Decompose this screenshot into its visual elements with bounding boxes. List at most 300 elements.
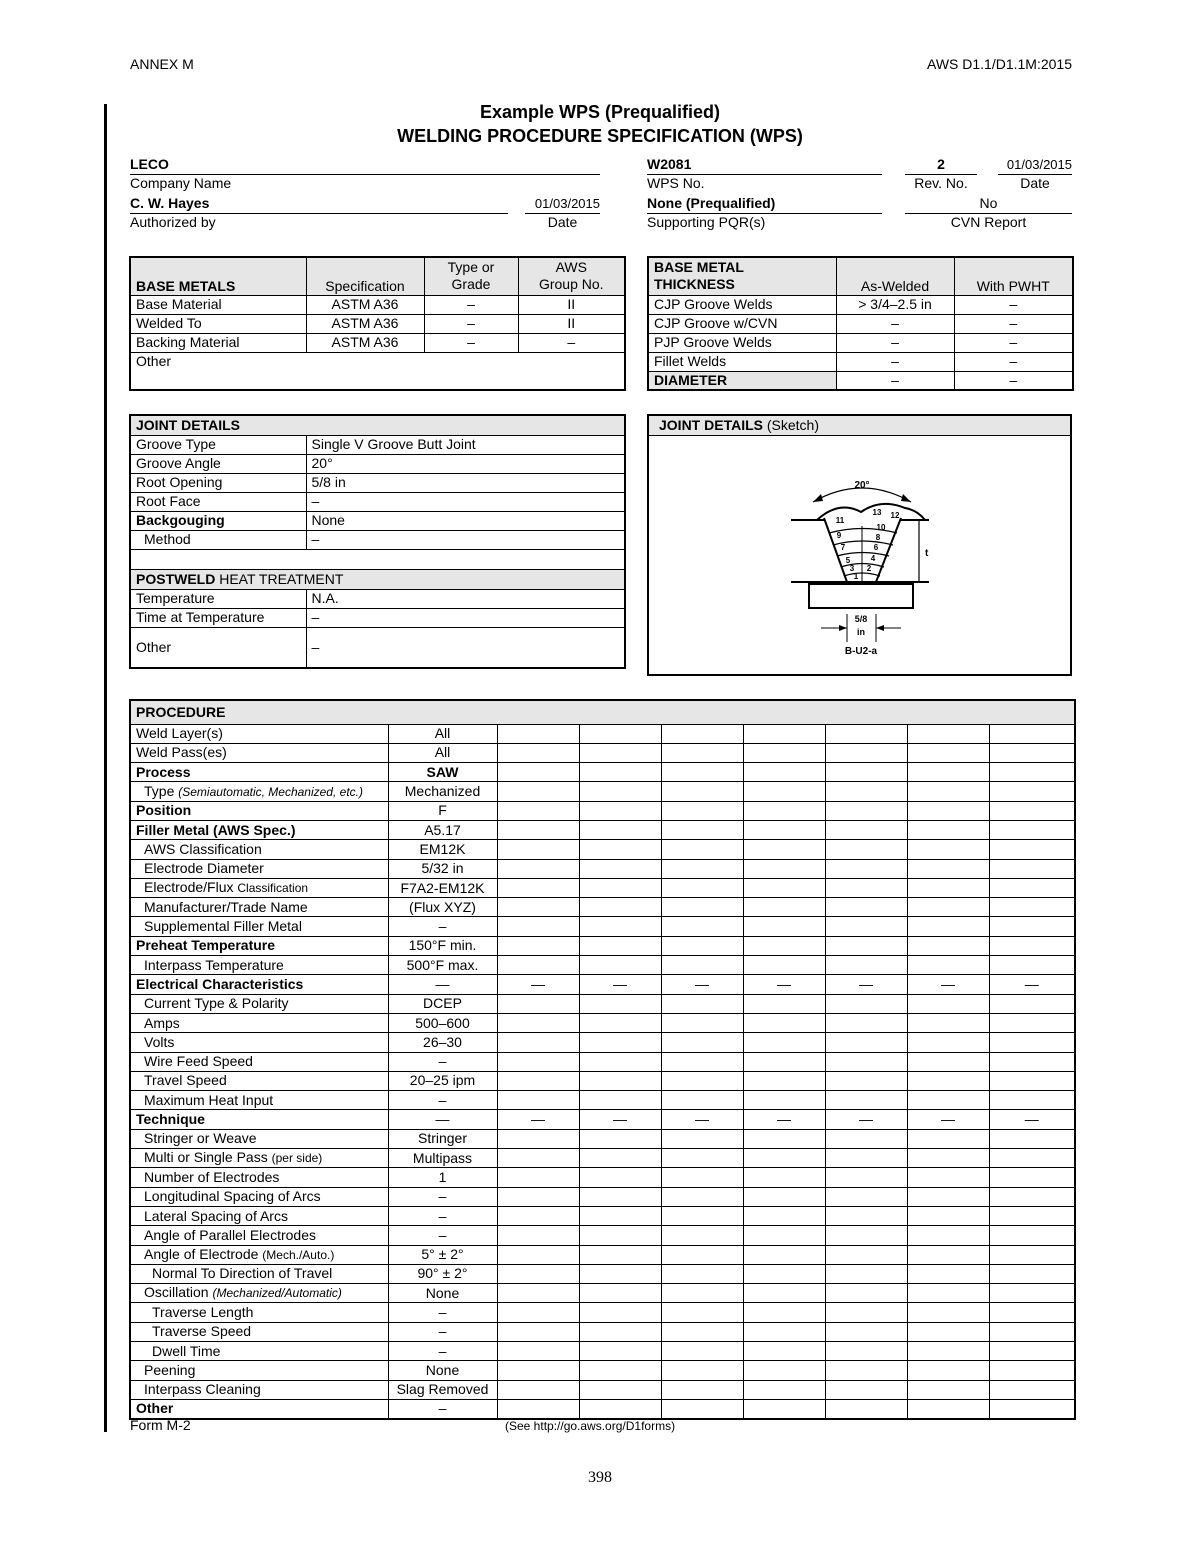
standard-label: AWS D1.1/D1.1M:2015 [927,56,1072,72]
table-row: Other [130,352,625,390]
procedure-empty-cell [989,1264,1075,1283]
procedure-empty-cell [743,1361,825,1380]
procedure-empty-cell [579,1033,661,1052]
joint-sketch-title: JOINT DETAILS (Sketch) [649,416,1070,436]
procedure-empty-cell [579,1071,661,1090]
procedure-value: – [388,1187,497,1206]
procedure-empty-cell [497,1168,579,1187]
procedure-empty-cell [743,1322,825,1341]
procedure-empty-cell [825,1033,907,1052]
table-row: Groove Type Single V Groove Butt Joint [130,435,625,454]
procedure-empty-cell [825,1322,907,1341]
rev-date-label: Date [1020,175,1050,191]
procedure-row: Filler Metal (AWS Spec.) A5.17 [130,820,1075,839]
procedure-empty-cell [661,1245,743,1264]
joint-details-table [129,414,626,669]
procedure-empty-cell [907,936,989,955]
table-row: Groove Angle 20° [130,454,625,473]
procedure-table [129,699,1076,1420]
table-row: Backing Material ASTM A36 – – [130,333,625,352]
procedure-empty-cell [989,1091,1075,1110]
procedure-row: Electrical Characteristics — — — — — — — — [130,975,1075,994]
procedure-empty-cell [661,936,743,955]
procedure-empty-cell [497,1264,579,1283]
procedure-empty-cell [989,1342,1075,1361]
procedure-empty-cell [743,840,825,859]
procedure-empty-cell [743,724,825,743]
procedure-row: Wire Feed Speed – [130,1052,1075,1071]
procedure-empty-cell [743,1206,825,1225]
col-as-welded: As-Welded [836,257,954,295]
backing-bar [809,584,913,608]
procedure-row: Process SAW [130,763,1075,782]
procedure-value: – [388,1052,497,1071]
procedure-empty-cell [743,956,825,975]
procedure-row: Travel Speed 20–25 ipm [130,1071,1075,1090]
procedure-value: – [388,1399,497,1418]
procedure-empty-cell [989,1206,1075,1225]
procedure-row: Angle of Electrode (Mech./Auto.) 5° ± 2° [130,1245,1075,1264]
procedure-empty-cell [661,782,743,801]
procedure-empty-cell [743,820,825,839]
procedure-empty-cell [907,1303,989,1322]
procedure-empty-cell [661,801,743,820]
procedure-empty-cell [825,1013,907,1032]
svg-text:9: 9 [836,531,842,540]
cvn-value: No [979,195,998,211]
procedure-empty-cell [825,878,907,897]
procedure-row: Oscillation (Mechanized/Automatic) None [130,1284,1075,1303]
procedure-empty-cell [743,1284,825,1303]
procedure-value: Slag Removed [388,1380,497,1399]
procedure-empty-cell [579,1013,661,1032]
procedure-empty-cell [825,1284,907,1303]
procedure-empty-cell [907,1226,989,1245]
procedure-row: Current Type & Polarity DCEP [130,994,1075,1013]
procedure-value: – [388,1206,497,1225]
page-subtitle: WELDING PROCEDURE SPECIFICATION (WPS) [397,126,803,146]
procedure-empty-cell [743,743,825,762]
procedure-empty-cell [497,898,579,917]
procedure-empty-cell [989,782,1075,801]
wps-number-value: W2081 [647,156,692,172]
procedure-empty-cell [825,994,907,1013]
procedure-empty-cell [497,1361,579,1380]
procedure-value: — [388,975,497,994]
procedure-empty-cell [661,763,743,782]
procedure-row: Maximum Heat Input – [130,1091,1075,1110]
procedure-value: A5.17 [388,820,497,839]
procedure-empty-cell [825,1245,907,1264]
procedure-empty-cell [497,820,579,839]
procedure-value: Mechanized [388,782,497,801]
procedure-empty-cell [497,1187,579,1206]
procedure-empty-cell [743,936,825,955]
procedure-empty-cell [579,1187,661,1206]
procedure-value: F7A2-EM12K [388,878,497,897]
procedure-empty-cell [907,763,989,782]
procedure-empty-cell [907,801,989,820]
procedure-empty-cell: — [661,975,743,994]
procedure-empty-cell [743,1033,825,1052]
procedure-row: Angle of Parallel Electrodes – [130,1226,1075,1245]
procedure-empty-cell [989,936,1075,955]
procedure-empty-cell [989,820,1075,839]
procedure-empty-cell [907,956,989,975]
procedure-row: Weld Pass(es) All [130,743,1075,762]
procedure-empty-cell [497,1284,579,1303]
procedure-value: All [388,743,497,762]
procedure-empty-cell [579,1168,661,1187]
procedure-empty-cell [661,1033,743,1052]
procedure-empty-cell: — [989,975,1075,994]
procedure-empty-cell [497,1342,579,1361]
procedure-empty-cell [579,1380,661,1399]
procedure-empty-cell [497,1129,579,1148]
root-opening-unit: in [857,627,865,637]
procedure-empty-cell [579,1303,661,1322]
procedure-value: – [388,1226,497,1245]
procedure-row: Manufacturer/Trade Name (Flux XYZ) [130,898,1075,917]
procedure-row: Number of Electrodes 1 [130,1168,1075,1187]
svg-text:7: 7 [840,543,846,552]
procedure-empty-cell [989,801,1075,820]
weld-cap [817,504,925,520]
procedure-row: Normal To Direction of Travel 90° ± 2° [130,1264,1075,1283]
procedure-empty-cell [497,1245,579,1264]
procedure-value: — [388,1110,497,1129]
procedure-row: Electrode/Flux Classification F7A2-EM12K [130,878,1075,897]
procedure-empty-cell [907,1206,989,1225]
table-row: Other – [130,627,625,668]
procedure-empty-cell [579,743,661,762]
procedure-empty-cell [907,820,989,839]
procedure-value: (Flux XYZ) [388,898,497,917]
procedure-empty-cell [825,1091,907,1110]
svg-text:3: 3 [849,564,855,573]
procedure-row: Multi or Single Pass (per side) Multipass [130,1149,1075,1168]
procedure-empty-cell [743,763,825,782]
authorized-label: Authorized by [130,214,216,230]
procedure-row: Volts 26–30 [130,1033,1075,1052]
wps-number-label: WPS No. [647,175,705,191]
procedure-row: Longitudinal Spacing of Arcs – [130,1187,1075,1206]
procedure-empty-cell [661,743,743,762]
procedure-empty-cell [907,724,989,743]
procedure-empty-cell [825,840,907,859]
procedure-value: 500–600 [388,1013,497,1032]
pqr-label: Supporting PQR(s) [647,214,766,230]
procedure-empty-cell [497,1226,579,1245]
procedure-row: Stringer or Weave Stringer [130,1129,1075,1148]
procedure-value: 1 [388,1168,497,1187]
procedure-empty-cell [497,917,579,936]
procedure-value: SAW [388,763,497,782]
angle-arrow-right [901,494,911,502]
procedure-empty-cell [743,878,825,897]
procedure-row: Traverse Speed – [130,1322,1075,1341]
procedure-empty-cell [743,1226,825,1245]
procedure-empty-cell [989,1129,1075,1148]
procedure-value: All [388,724,497,743]
procedure-empty-cell [989,917,1075,936]
col-type-grade: Type or Grade [424,257,518,295]
procedure-empty-cell [661,840,743,859]
procedure-empty-cell [989,840,1075,859]
procedure-empty-cell [497,859,579,878]
procedure-empty-cell [743,1245,825,1264]
joint-sketch-panel [647,414,1072,676]
procedure-empty-cell [907,859,989,878]
procedure-value: None [388,1284,497,1303]
thickness-title: BASE METAL THICKNESS [648,257,836,295]
procedure-empty-cell [907,1033,989,1052]
procedure-empty-cell [989,1033,1075,1052]
authorized-value: C. W. Hayes [130,195,210,211]
procedure-empty-cell [989,956,1075,975]
procedure-empty-cell [579,1264,661,1283]
procedure-empty-cell [661,956,743,975]
procedure-empty-cell [907,898,989,917]
procedure-empty-cell [907,1187,989,1206]
procedure-empty-cell [825,1264,907,1283]
procedure-empty-cell [907,1168,989,1187]
procedure-empty-cell [743,859,825,878]
procedure-empty-cell: — [579,975,661,994]
procedure-empty-cell [825,1380,907,1399]
procedure-empty-cell [661,1052,743,1071]
procedure-empty-cell [579,1226,661,1245]
procedure-empty-cell [825,1226,907,1245]
procedure-empty-cell: — [907,975,989,994]
procedure-empty-cell [661,1187,743,1206]
procedure-empty-cell [989,743,1075,762]
procedure-empty-cell [661,1284,743,1303]
procedure-empty-cell [743,1052,825,1071]
procedure-empty-cell [989,1361,1075,1380]
procedure-empty-cell [743,1380,825,1399]
procedure-empty-cell [579,840,661,859]
procedure-value: None [388,1361,497,1380]
svg-text:4: 4 [870,554,876,563]
procedure-empty-cell [579,801,661,820]
procedure-empty-cell [907,1322,989,1341]
procedure-empty-cell [825,782,907,801]
procedure-value: F [388,801,497,820]
procedure-empty-cell [743,917,825,936]
table-row: CJP Groove w/CVN – – [648,314,1073,333]
procedure-empty-cell [989,1245,1075,1264]
col-with-pwht: With PWHT [954,257,1073,295]
procedure-empty-cell [743,1071,825,1090]
procedure-empty-cell [497,1322,579,1341]
procedure-empty-cell [825,801,907,820]
auth-date-label: Date [547,214,578,230]
procedure-empty-cell [743,1013,825,1032]
procedure-empty-cell [497,1052,579,1071]
table-row: Welded To ASTM A36 – II [130,314,625,333]
procedure-empty-cell: — [989,1110,1075,1129]
procedure-empty-cell [825,917,907,936]
procedure-empty-cell [825,1052,907,1071]
procedure-row: Dwell Time – [130,1342,1075,1361]
svg-text:12: 12 [890,511,900,520]
procedure-empty-cell [907,1129,989,1148]
procedure-empty-cell [579,782,661,801]
procedure-empty-cell [907,840,989,859]
procedure-empty-cell [743,1091,825,1110]
thickness-table [647,256,1074,391]
procedure-empty-cell [661,1303,743,1322]
procedure-value: 20–25 ipm [388,1071,497,1090]
procedure-empty-cell [579,1245,661,1264]
procedure-empty-cell [497,956,579,975]
col-specification: Specification [306,257,424,295]
forms-link[interactable]: (See http://go.aws.org/D1forms) [505,1419,676,1433]
procedure-row: Amps 500–600 [130,1013,1075,1032]
procedure-row: Electrode Diameter 5/32 in [130,859,1075,878]
procedure-title: PROCEDURE [130,700,1075,724]
procedure-empty-cell [989,1187,1075,1206]
procedure-empty-cell [825,956,907,975]
base-metals-table [129,256,626,391]
procedure-empty-cell [907,1149,989,1168]
procedure-empty-cell [989,898,1075,917]
angle-label: 20° [854,480,870,491]
joint-designation: B-U2-a [844,646,878,657]
procedure-empty-cell [907,1245,989,1264]
procedure-empty-cell [743,801,825,820]
procedure-empty-cell [825,936,907,955]
procedure-value: – [388,1322,497,1341]
procedure-empty-cell [825,1342,907,1361]
procedure-empty-cell [907,1091,989,1110]
procedure-empty-cell [497,1013,579,1032]
procedure-empty-cell: — [743,1110,825,1129]
procedure-empty-cell [825,859,907,878]
margin-bar [104,104,107,1432]
procedure-empty-cell [579,1399,661,1418]
procedure-row: Technique — — — — — — — — [130,1110,1075,1129]
svg-text:8: 8 [875,533,881,542]
table-row: CJP Groove Welds > 3/4–2.5 in – [648,295,1073,314]
procedure-empty-cell [497,1380,579,1399]
rev-number-value: 2 [937,156,945,172]
table-row: Backgouging None [130,511,625,530]
pwht-title: POSTWELD HEAT TREATMENT [130,569,625,589]
procedure-empty-cell [825,1129,907,1148]
procedure-row: Traverse Length – [130,1303,1075,1322]
procedure-value: 5/32 in [388,859,497,878]
procedure-empty-cell [825,763,907,782]
procedure-empty-cell [661,1342,743,1361]
procedure-empty-cell [661,1361,743,1380]
procedure-empty-cell [989,994,1075,1013]
procedure-value: 150°F min. [388,936,497,955]
table-row: Temperature N.A. [130,589,625,608]
procedure-empty-cell [579,1129,661,1148]
procedure-empty-cell [579,936,661,955]
procedure-row: Other – [130,1399,1075,1418]
procedure-empty-cell [825,743,907,762]
procedure-empty-cell [907,878,989,897]
procedure-value: – [388,917,497,936]
procedure-empty-cell [497,724,579,743]
procedure-empty-cell [907,994,989,1013]
procedure-empty-cell [743,1149,825,1168]
procedure-row: Position F [130,801,1075,820]
procedure-value: – [388,1091,497,1110]
procedure-empty-cell [743,1129,825,1148]
procedure-empty-cell [825,1149,907,1168]
procedure-value: 26–30 [388,1033,497,1052]
procedure-empty-cell [825,1187,907,1206]
procedure-empty-cell [907,1264,989,1283]
procedure-empty-cell [497,1091,579,1110]
procedure-empty-cell [497,1303,579,1322]
procedure-empty-cell [579,956,661,975]
joint-sketch-drawing [649,436,1070,674]
procedure-empty-cell [661,1399,743,1418]
table-row: Base Material ASTM A36 – II [130,295,625,314]
procedure-empty-cell [743,782,825,801]
procedure-empty-cell [579,1206,661,1225]
table-row: DIAMETER – – [648,371,1073,390]
svg-text:13: 13 [872,508,882,517]
procedure-empty-cell: — [579,1110,661,1129]
table-row: Method – [130,530,625,549]
table-row: Fillet Welds – – [648,352,1073,371]
procedure-value: 5° ± 2° [388,1245,497,1264]
procedure-empty-cell [661,724,743,743]
procedure-empty-cell [661,820,743,839]
procedure-empty-cell [989,1303,1075,1322]
procedure-empty-cell [497,936,579,955]
col-aws-group: AWS Group No. [518,257,625,295]
procedure-empty-cell [907,917,989,936]
procedure-empty-cell [661,1206,743,1225]
procedure-empty-cell: — [497,1110,579,1129]
procedure-empty-cell [743,1264,825,1283]
procedure-empty-cell [989,1380,1075,1399]
joint-details-title: JOINT DETAILS [130,415,625,435]
procedure-row: AWS Classification EM12K [130,840,1075,859]
thickness-label: t [925,548,929,559]
procedure-value: DCEP [388,994,497,1013]
procedure-value: Multipass [388,1149,497,1168]
procedure-empty-cell [661,1129,743,1148]
procedure-empty-cell [579,1091,661,1110]
procedure-empty-cell [989,1284,1075,1303]
procedure-empty-cell [579,917,661,936]
procedure-empty-cell [497,1399,579,1418]
procedure-empty-cell [661,898,743,917]
procedure-row: Type (Semiautomatic, Mechanized, etc.) Mechanized [130,782,1075,801]
procedure-empty-cell [825,1206,907,1225]
company-label: Company Name [130,175,232,191]
procedure-empty-cell [661,994,743,1013]
procedure-empty-cell: — [497,975,579,994]
procedure-empty-cell [579,1284,661,1303]
procedure-empty-cell [825,1168,907,1187]
procedure-value: – [388,1342,497,1361]
page-title: Example WPS (Prequalified) [479,102,721,122]
procedure-empty-cell [989,1071,1075,1090]
procedure-value: – [388,1303,497,1322]
procedure-empty-cell [989,1052,1075,1071]
procedure-empty-cell [661,1264,743,1283]
procedure-row: Preheat Temperature 150°F min. [130,936,1075,955]
